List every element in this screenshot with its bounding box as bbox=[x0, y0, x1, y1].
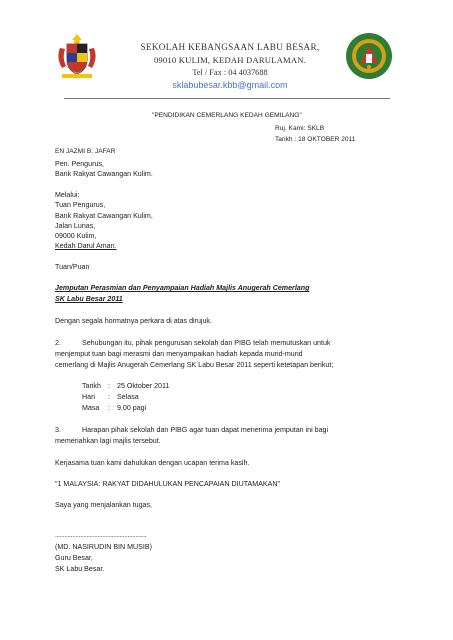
schedule-value: 25 Oktober 2011 bbox=[117, 382, 170, 390]
paragraph-number: 3. bbox=[55, 426, 61, 434]
signatory-title: Guru Besar, bbox=[55, 554, 93, 562]
signatory-name: (MD. NASIRUDIN BIN MUSIB) bbox=[55, 543, 152, 551]
schedule-label: Masa bbox=[82, 404, 100, 412]
via-address-line: Bank Rakyat Cawangan Kulim, bbox=[55, 212, 153, 220]
subject-line: SK Labu Besar 2011 bbox=[55, 295, 123, 303]
paragraph-line: Sehubungan itu, pihak pengurusan sekolah dan PIBG telah memutuskan untuk bbox=[82, 339, 331, 347]
schedule-value: Selasa bbox=[117, 393, 139, 401]
salutation: Tuan/Puan bbox=[55, 263, 90, 271]
via-address-line: Jalan Lunas, bbox=[55, 222, 96, 230]
subject-line: Jemputan Perasmian dan Penyampaian Hadiah Majlis Anugerah Cemerlang bbox=[55, 284, 310, 292]
paragraph-line: memeriahkan lagi majlis tersebut. bbox=[55, 437, 161, 445]
opening-sentence: Dengan segala hormatnya perkara di atas dirujuk. bbox=[55, 317, 212, 325]
schedule-separator: : bbox=[108, 393, 110, 401]
thanks-sentence: Kerjasama tuan kami dahulukan dengan ucapan terima kasih. bbox=[55, 459, 250, 467]
letter-date: Tarikh : 18 OKTOBER 2011 bbox=[275, 136, 356, 143]
paragraph-line: Harapan pihak sekolah dan PIBG agar tuan dapat menerima jemputan ini bagi bbox=[82, 426, 329, 434]
via-address-line: Tuan Pengurus, bbox=[55, 201, 106, 209]
reference-number: Ruj. Kami: SKLB bbox=[275, 125, 325, 132]
paragraph-line: cemerlang di Majlis Anugerah Cemerlang SK Labu Besar 2011 seperti ketetapan berikut; bbox=[55, 361, 334, 369]
letterhead-divider bbox=[64, 98, 390, 99]
school-email[interactable]: sklabubesar.kbb@gmail.com bbox=[172, 80, 288, 90]
schedule-label: Tarikh bbox=[82, 382, 101, 390]
paragraph-number: 2. bbox=[55, 339, 61, 347]
slogan: "1 MALAYSIA: RAKYAT DIDAHULUKAN PENCAPAIAN DIUTAMAKAN" bbox=[55, 480, 280, 488]
via-address-line: Kedah Darul Aman. bbox=[55, 242, 117, 250]
coat-of-arms-icon bbox=[52, 30, 102, 80]
recipient-line: Bank Rakyat Cawangan Kulim. bbox=[55, 170, 153, 178]
signature-line: .......................................................... bbox=[55, 532, 147, 539]
schedule-separator: : bbox=[108, 382, 110, 390]
motto: "PENDIDIKAN CEMERLANG KEDAH GEMILANG" bbox=[152, 112, 302, 119]
school-name: SEKOLAH KEBANGSAAN LABU BESAR, bbox=[140, 42, 320, 52]
sender-name: EN JAZMI B. JAFAR bbox=[55, 148, 116, 155]
recipient-line: Pen. Pengurus, bbox=[55, 160, 104, 168]
schedule-value: 9.00 pagi bbox=[117, 404, 147, 412]
school-tel-fax: Tel / Fax : 04 4037688 bbox=[192, 68, 268, 77]
via-label: Melalui: bbox=[55, 191, 80, 199]
closing-phrase: Saya yang menjalankan tugas, bbox=[55, 501, 153, 509]
school-address: 09010 KULIM, KEDAH DARULAMAN. bbox=[153, 55, 307, 65]
paragraph-line: menjemput tuan bagi merasmi dan menyampaikan hadiah kepada murid-murid bbox=[55, 350, 303, 358]
via-address-line: 09000 Kulim, bbox=[55, 232, 97, 240]
schedule-label: Hari bbox=[82, 393, 96, 401]
school-logo-icon bbox=[345, 32, 393, 80]
signatory-school: SK Labu Besar. bbox=[55, 565, 105, 573]
schedule-separator: : bbox=[108, 404, 110, 412]
